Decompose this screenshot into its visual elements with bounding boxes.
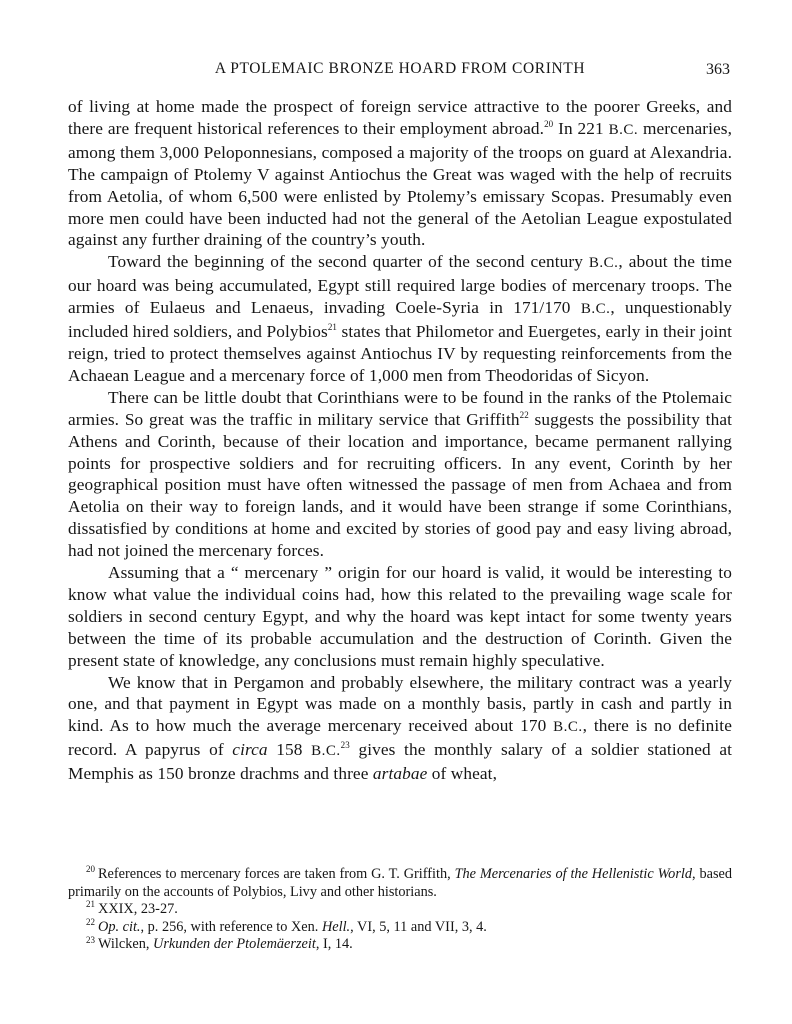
page-number: 363 [706,61,730,78]
footnote-ref-22[interactable]: 22 [519,409,529,420]
footnote-20: $^{20}$ References to mercenary forces are taken from G. T. Griffith, The Mercenaries of the Hellenistic World, based primarily on the accounts of Polybios, Livy and other historians. [68,864,733,900]
footnote-ref-21[interactable]: 21 [327,322,338,333]
paragraph-3: There can be little doubt that Corinthians were to be found in the ranks of the Ptolemaic armies. So great was the traffic in military service that Griffith$^{22}$ suggests the possibility that Athens and Corinth, because of their location and importance, became permanent rallying points for prospective soldiers and for recruiting officers. In any event, Corinth by her geographical position must have often witnessed the passage of men from Achaea and from Aetolia on their way to foreign lands, and it would have been strange if some Corinthians, dissatisfied by conditions at home and excited by stories of good pay and easy living abroad, had not joined the mercenary forces. [68,387,732,561]
paragraph-1: of living at home made the prospect of foreign service attractive to the poorer Greeks, and there are frequent historical references to their employment abroad.$^{20}$ In 221 B.C. mercenaries, among them 3,000 Peloponnesians, composed a majority of the troops on guard at Alexandria. The campaign of Ptolemy V against Antiochus the Great was waged with the help of recruits from Aetolia, of whom 6,500 were enlisted by Ptolemy’s emissary Scopas. Presumably even more men could have been inducted had not the general of the Aetolian League expostulated against any further draining of the country’s youth. [68,97,732,250]
page-header [68,60,732,82]
body-text [68,96,732,785]
paragraph-2: Toward the beginning of the second quarter of the second century B.C., about the time our hoard was being accumulated, Egypt still required large bodies of mercenary troops. The armies of Eulaeus and Lenaeus, invading Coele-Syria in 171/170 B.C., unquestionably included hired soldiers, and Polybios$^{21}$ states that Philometor and Euergetes, early in their joint reign, tried to protect themselves against Antiochus IV by requesting reinforcements from the Achaean League and a mercenary force of 1,000 men from Theodoridas of Sicyon. [68,252,732,385]
footnote-22: $^{22}$ Op. cit., p. 256, with reference to Xen. Hell., VI, 5, 11 and VII, 3, 4. [86,917,487,935]
footnote-ref-23[interactable]: 23 [340,740,350,751]
footnote-ref-20[interactable]: 20 [544,119,554,130]
footnote-23: $^{23}$ Wilcken, Urkunden der Ptolemäerzeit, I, 14. [86,934,353,953]
paragraph-4: Assuming that a “ mercenary ” origin for our hoard is valid, it would be interesting to know what value the individual coins had, how this related to the prevailing wage scale for soldiers in second century Egypt, and why the hoard was kept intact for some twenty years between the time of its probable accumulation and the destruction of Corinth. Given the present state of knowledge, any conclusions must remain highly speculative. [68,563,732,670]
footnotes [68,866,732,954]
paragraph-5: We know that in Pergamon and probably elsewhere, the military contract was a yearly one, and that payment in Egypt was made on a monthly basis, partly in cash and partly in kind. As to how much the average mercenary received about 170 B.C., there is no definite record. A papyrus of circa 158 B.C.$^{23}$ gives the monthly salary of a soldier stationed at Memphis as 150 bronze drachms and three artabae of wheat, [68,672,733,784]
running-title: A PTOLEMAIC BRONZE HOARD FROM CORINTH [214,60,586,77]
footnote-21: $^{21}$ XXIX, 23-27. [86,899,178,918]
